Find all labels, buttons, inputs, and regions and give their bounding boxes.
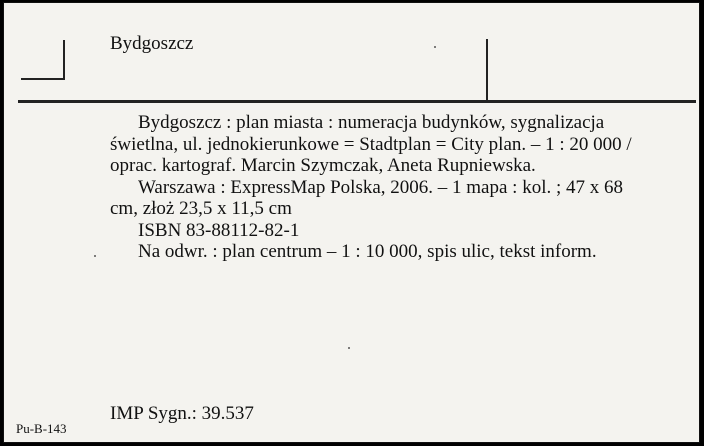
ink-speck	[348, 347, 350, 349]
isbn-line: ISBN 83-88112-82-1	[138, 219, 300, 241]
corner-bracket-mark	[21, 40, 65, 80]
catalog-card	[3, 2, 700, 443]
vertical-rule	[486, 39, 488, 101]
card-body	[110, 112, 650, 263]
horizontal-rule	[18, 100, 696, 103]
shelf-mark: Pu-B-143	[16, 421, 67, 436]
publication-details: Warszawa : ExpressMap Polska, 2006. – 1 mapa : kol. ; 47 x 68 cm, złoż 23,5 x 11,5 cm	[110, 176, 624, 219]
title-statement: Bydgoszcz : plan miasta : numeracja budynków, sygnalizacja świetlna, ul. jednokierunkowe = Stadtplan = City plan. – 1 : 20 000 / oprac. kartograf. Marcin Szymczak, Aneta Rupniewska.	[110, 112, 632, 176]
signature-line: IMP Sygn.: 39.537	[110, 403, 254, 424]
ink-speck	[94, 255, 96, 257]
card-heading: Bydgoszcz	[110, 33, 194, 54]
note-line: Na odwr. : plan centrum – 1 : 10 000, spis ulic, tekst inform.	[138, 241, 597, 262]
ink-speck	[434, 46, 436, 48]
